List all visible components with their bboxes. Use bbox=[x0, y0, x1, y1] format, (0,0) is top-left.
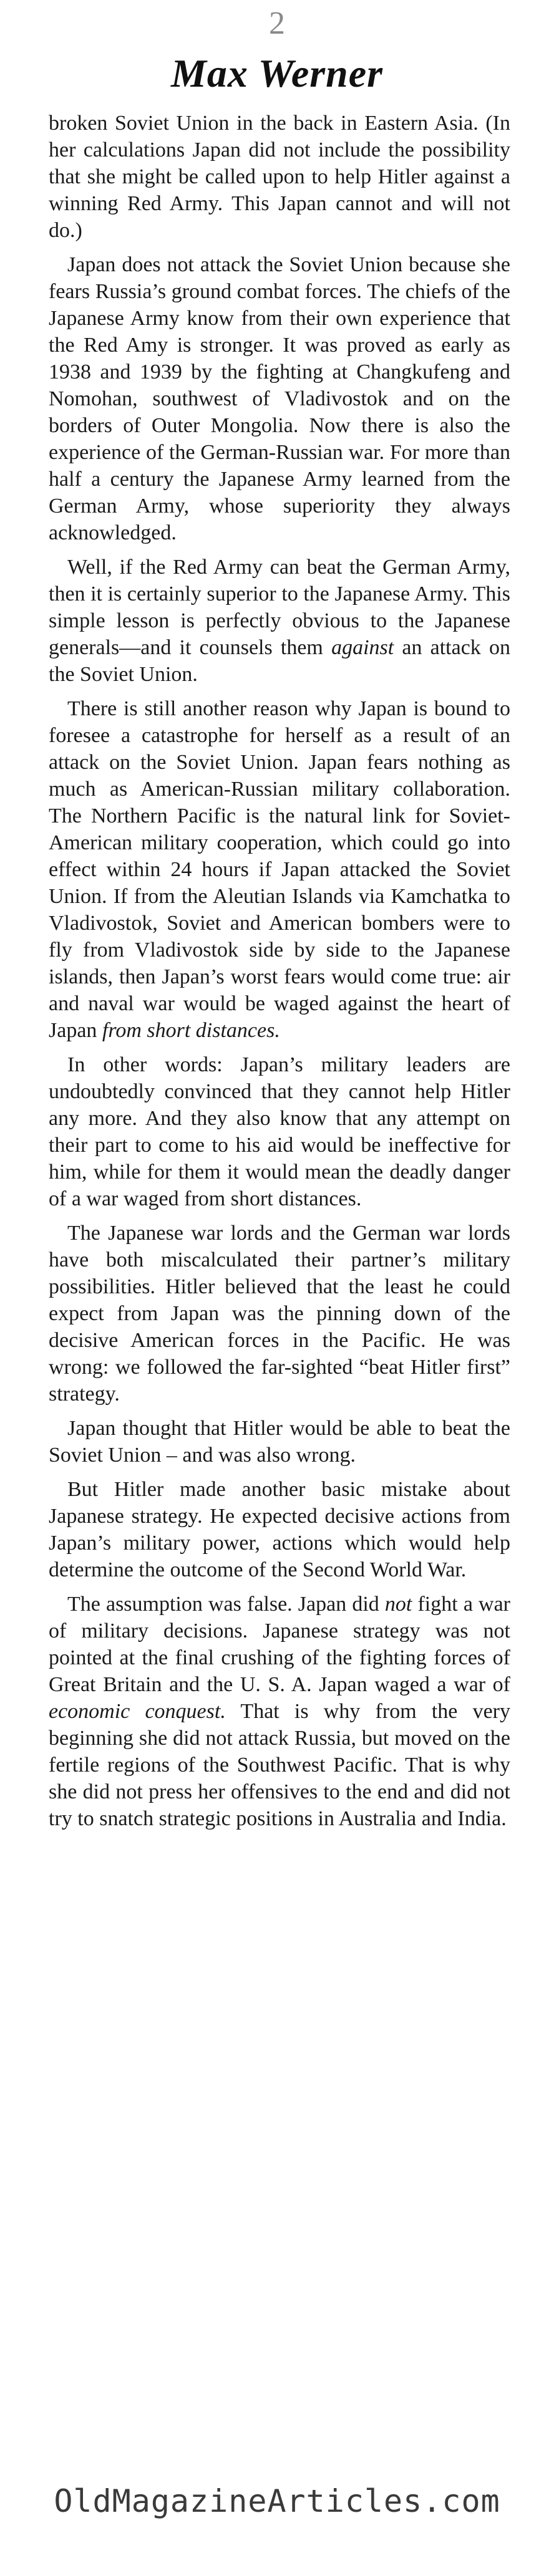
paragraph-text: an attack on the Soviet Union. bbox=[49, 636, 510, 686]
emphasis-text: from short distances. bbox=[102, 1019, 280, 1042]
paragraph-text: Well, if the Red Army can beat the German Army, then it is certainly superior to the Japanese Army. This simple lesson is perfectly obvious to the Japanese generals—and it counsels them bbox=[49, 556, 510, 659]
paragraph-text: The Japanese war lords and the German war lords have both miscalculated their partner’s military possibilities. Hitler believed that the least he could expect from Japan was the pinning down of the decisive American forces in the Pacific. He was wrong: we followed the far-sighted “beat Hitler first” strategy. bbox=[49, 1222, 510, 1406]
paragraph-text: Japan does not attack the Soviet Union because she fears Russia’s ground combat forces. The chiefs of the Japanese Army know from their own experience that the Red Amy is stronger. It was proved as early as 1938 and 1939 by the fighting at Changkufeng and Nomohan, southwest of Vladivostok and on the borders of Outer Mongolia. Now there is also the experience of the German-Russian war. For more than half a century the Japanese Army learned from the German Army, whose superiority they always acknowledged. bbox=[49, 253, 510, 544]
paragraph-5 bbox=[49, 1051, 510, 1212]
paragraph-text: But Hitler made another basic mistake about Japanese strategy. He expected decisive actions from Japan’s military power, actions which would help determine the outcome of the Second World War. bbox=[49, 1478, 510, 1581]
author-byline: Max Werner bbox=[170, 51, 384, 95]
paragraph-text: That is why from the very beginning she did not attack Russia, but moved on the fertile regions of the Southwest Pacific. That is why she did not press her offensives to the end and did not try to snatch strategic positions in Australia and India. bbox=[49, 1700, 510, 1830]
paragraph-9 bbox=[49, 1591, 510, 1832]
emphasis-text: not bbox=[384, 1593, 412, 1616]
footer-watermark: OldMagazineArticles.com bbox=[54, 2483, 500, 2519]
paragraph-8 bbox=[49, 1476, 510, 1583]
article-body bbox=[49, 110, 510, 1840]
paragraph-1 bbox=[49, 110, 510, 244]
paragraph-2 bbox=[49, 251, 510, 546]
paragraph-text: In other words: Japan’s military leaders are undoubtedly convinced that they cannot help Hitler any more. And they also know that any attempt on their part to come to his aid would be ineffective for him, while for them it would mean the deadly danger of a war waged from short distances. bbox=[49, 1053, 510, 1210]
paragraph-text: There is still another reason why Japan is bound to foresee a catastrophe for herself as a result of an attack on the Soviet Union. Japan fears nothing as much as American-Russian military collaboration. The Northern Pacific is the natural link for Soviet-American military cooperation, which could go into effect within 24 hours if Japan attacked the Soviet Union. If from the Aleutian Islands via Kamchatka to Vladivostok, Soviet and American bombers were to fly from Vladivostok side by side to the Japanese islands, then Japan’s worst fears would come true: air and naval war would be waged against the heart of Japan bbox=[49, 697, 510, 1042]
paragraph-6 bbox=[49, 1220, 510, 1407]
emphasis-text: against bbox=[331, 636, 394, 659]
paragraph-text: broken Soviet Union in the back in Eastern Asia. (In her calculations Japan did not include the possibility that she might be called upon to help Hitler against a winning Red Army. This Japan cannot and will not do.) bbox=[49, 112, 510, 242]
page-number: 2 bbox=[269, 6, 285, 41]
paragraph-3 bbox=[49, 554, 510, 688]
paragraph-text: The assumption was false. Japan did bbox=[67, 1593, 385, 1616]
emphasis-text: economic conquest. bbox=[49, 1700, 226, 1723]
paragraph-7 bbox=[49, 1415, 510, 1469]
paragraph-text: Japan thought that Hitler would be able to beat the Soviet Union – and was also wrong. bbox=[49, 1417, 510, 1467]
paragraph-text: fight a war of military decisions. Japanese strategy was not pointed at the final crushing of the fighting forces of Great Britain and the U. S. A. Japan waged a war of bbox=[49, 1593, 510, 1696]
paragraph-4 bbox=[49, 695, 510, 1044]
